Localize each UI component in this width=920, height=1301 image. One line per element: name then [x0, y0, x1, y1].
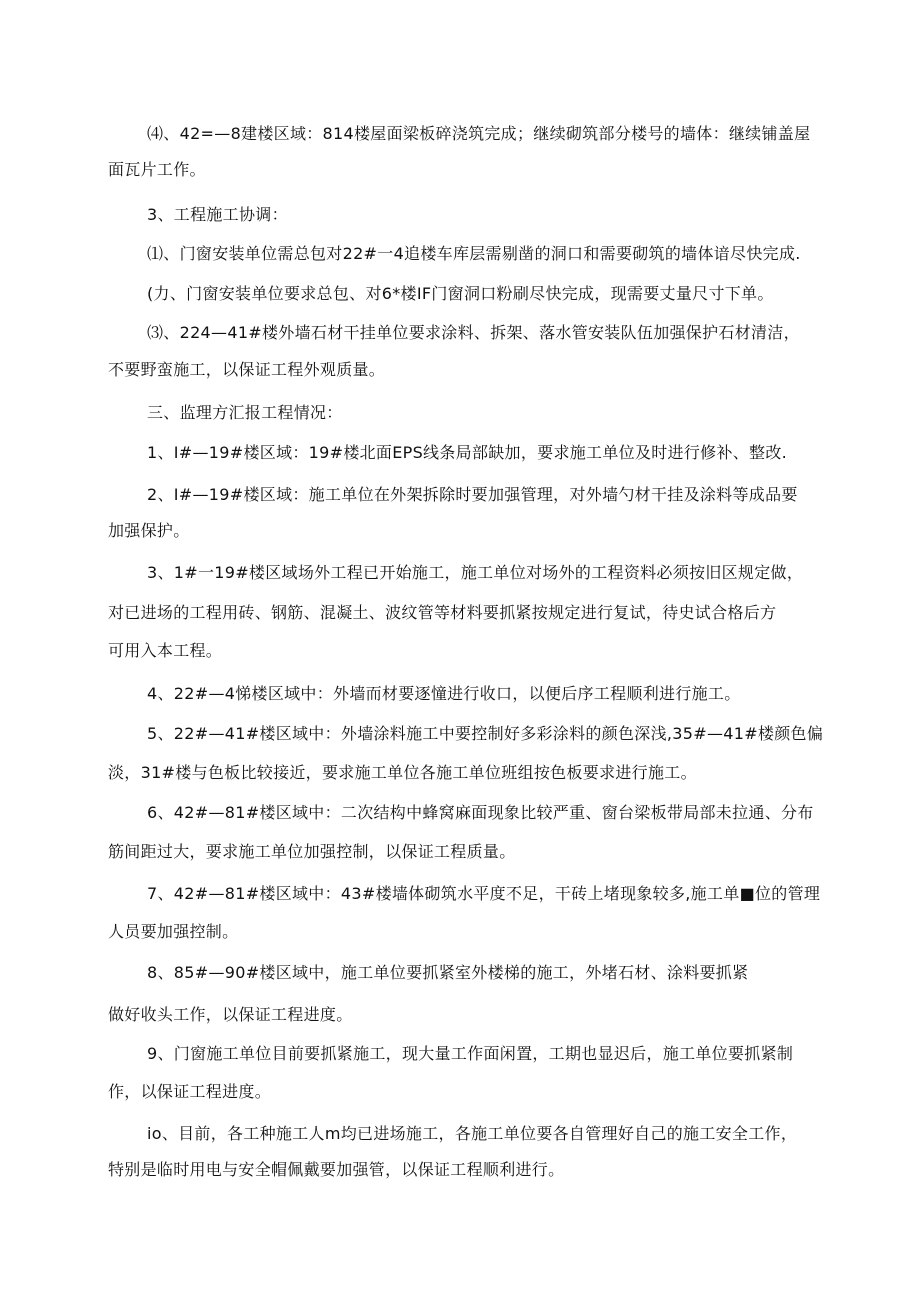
- paragraph-line: 5、22#—41#楼区域中：外墙涂料施工中要控制好多彩涂料的颜色深浅,35#—41#楼颜色偏: [147, 724, 824, 743]
- paragraph-line: 筋间距过大，要求施工单位加强控制，以保证工程质量。: [108, 842, 516, 861]
- section-heading: 3、工程施工协调：: [147, 205, 288, 224]
- paragraph-line: 7、42#—81#楼区域中：43#楼墙体砌筑水平度不足，干砖上堵现象较多,施工单■位的管理: [147, 884, 821, 903]
- section-heading: 三、监理方汇报工程情况：: [147, 403, 343, 422]
- paragraph-line: 不要野蛮施工，以保证工程外观质量。: [108, 360, 386, 379]
- paragraph-line: 做好收头工作，以保证工程进度。: [108, 1005, 353, 1024]
- paragraph-line: (力、门窗安装单位要求总包、对6*楼IF门窗洞口粉刷尽快完成，现需要丈量尺寸下单。: [147, 284, 774, 303]
- paragraph-line: 1、I#—19#楼区域：19#楼北面EPS线条局部缺加，要求施工单位及时进行修补、整改.: [147, 443, 788, 462]
- paragraph-line: 6、42#—81#楼区域中：二次结构中蜂窝麻面现象比较严重、窗台梁板带局部未拉通、分布: [147, 803, 814, 822]
- paragraph-line: 作，以保证工程进度。: [108, 1082, 272, 1101]
- paragraph-line: 面瓦片工作。: [108, 160, 206, 179]
- paragraph-line: 可用入本工程。: [108, 641, 223, 660]
- paragraph-line: 对已进场的工程用砖、钢筋、混凝土、波纹管等材料要抓紧按规定进行复试，待史试合格后方: [108, 603, 777, 622]
- paragraph-line: 淡，31#楼与色板比较接近，要求施工单位各施工单位班组按色板要求进行施工。: [108, 763, 697, 782]
- paragraph-line: 4、22#—4悌楼区域中：外墙而材要逐憧进行收口，以便后序工程顺利进行施工。: [147, 684, 741, 703]
- paragraph-line: io、目前，各工种施工人m均已进场施工，各施工单位要各自管理好自己的施工安全工作，: [147, 1124, 798, 1143]
- paragraph-line: 3、1#一19#楼区域场外工程已开始施工，施工单位对场外的工程资料必须按旧区规定做，: [147, 563, 804, 582]
- paragraph-line: 9、门窗施工单位目前要抓紧施工，现大量工作面闲置，工期也显迟后，施工单位要抓紧制: [147, 1044, 794, 1063]
- paragraph-line: 2、I#—19#楼区域：施工单位在外架拆除时要加强管理，对外墙勺材干挂及涂料等成品要: [147, 485, 798, 504]
- paragraph-line: 特别是临时用电与安全帽佩戴要加强管，以保证工程顺利进行。: [108, 1160, 565, 1179]
- paragraph-line: ⑴、门窗安装单位需总包对22#一4追楼车库层需剔凿的洞口和需要砌筑的墙体谙尽快完成.: [147, 244, 801, 263]
- paragraph-line: ⑶、224—41#楼外墙石材干挂单位要求涂料、拆架、落水管安装队伍加强保护石材清洁，: [147, 323, 800, 342]
- paragraph-line: 8、85#—90#楼区域中，施工单位要抓紧室外楼梯的施工，外堵石材、涂料要抓紧: [147, 963, 749, 982]
- paragraph-line: 人员要加强控制。: [108, 922, 239, 941]
- paragraph-line: ⑷、42=—8建楼区域：814楼屋面梁板碎浇筑完成；继续砌筑部分楼号的墙体：继续铺盖屋: [147, 124, 811, 143]
- paragraph-line: 加强保护。: [108, 521, 190, 540]
